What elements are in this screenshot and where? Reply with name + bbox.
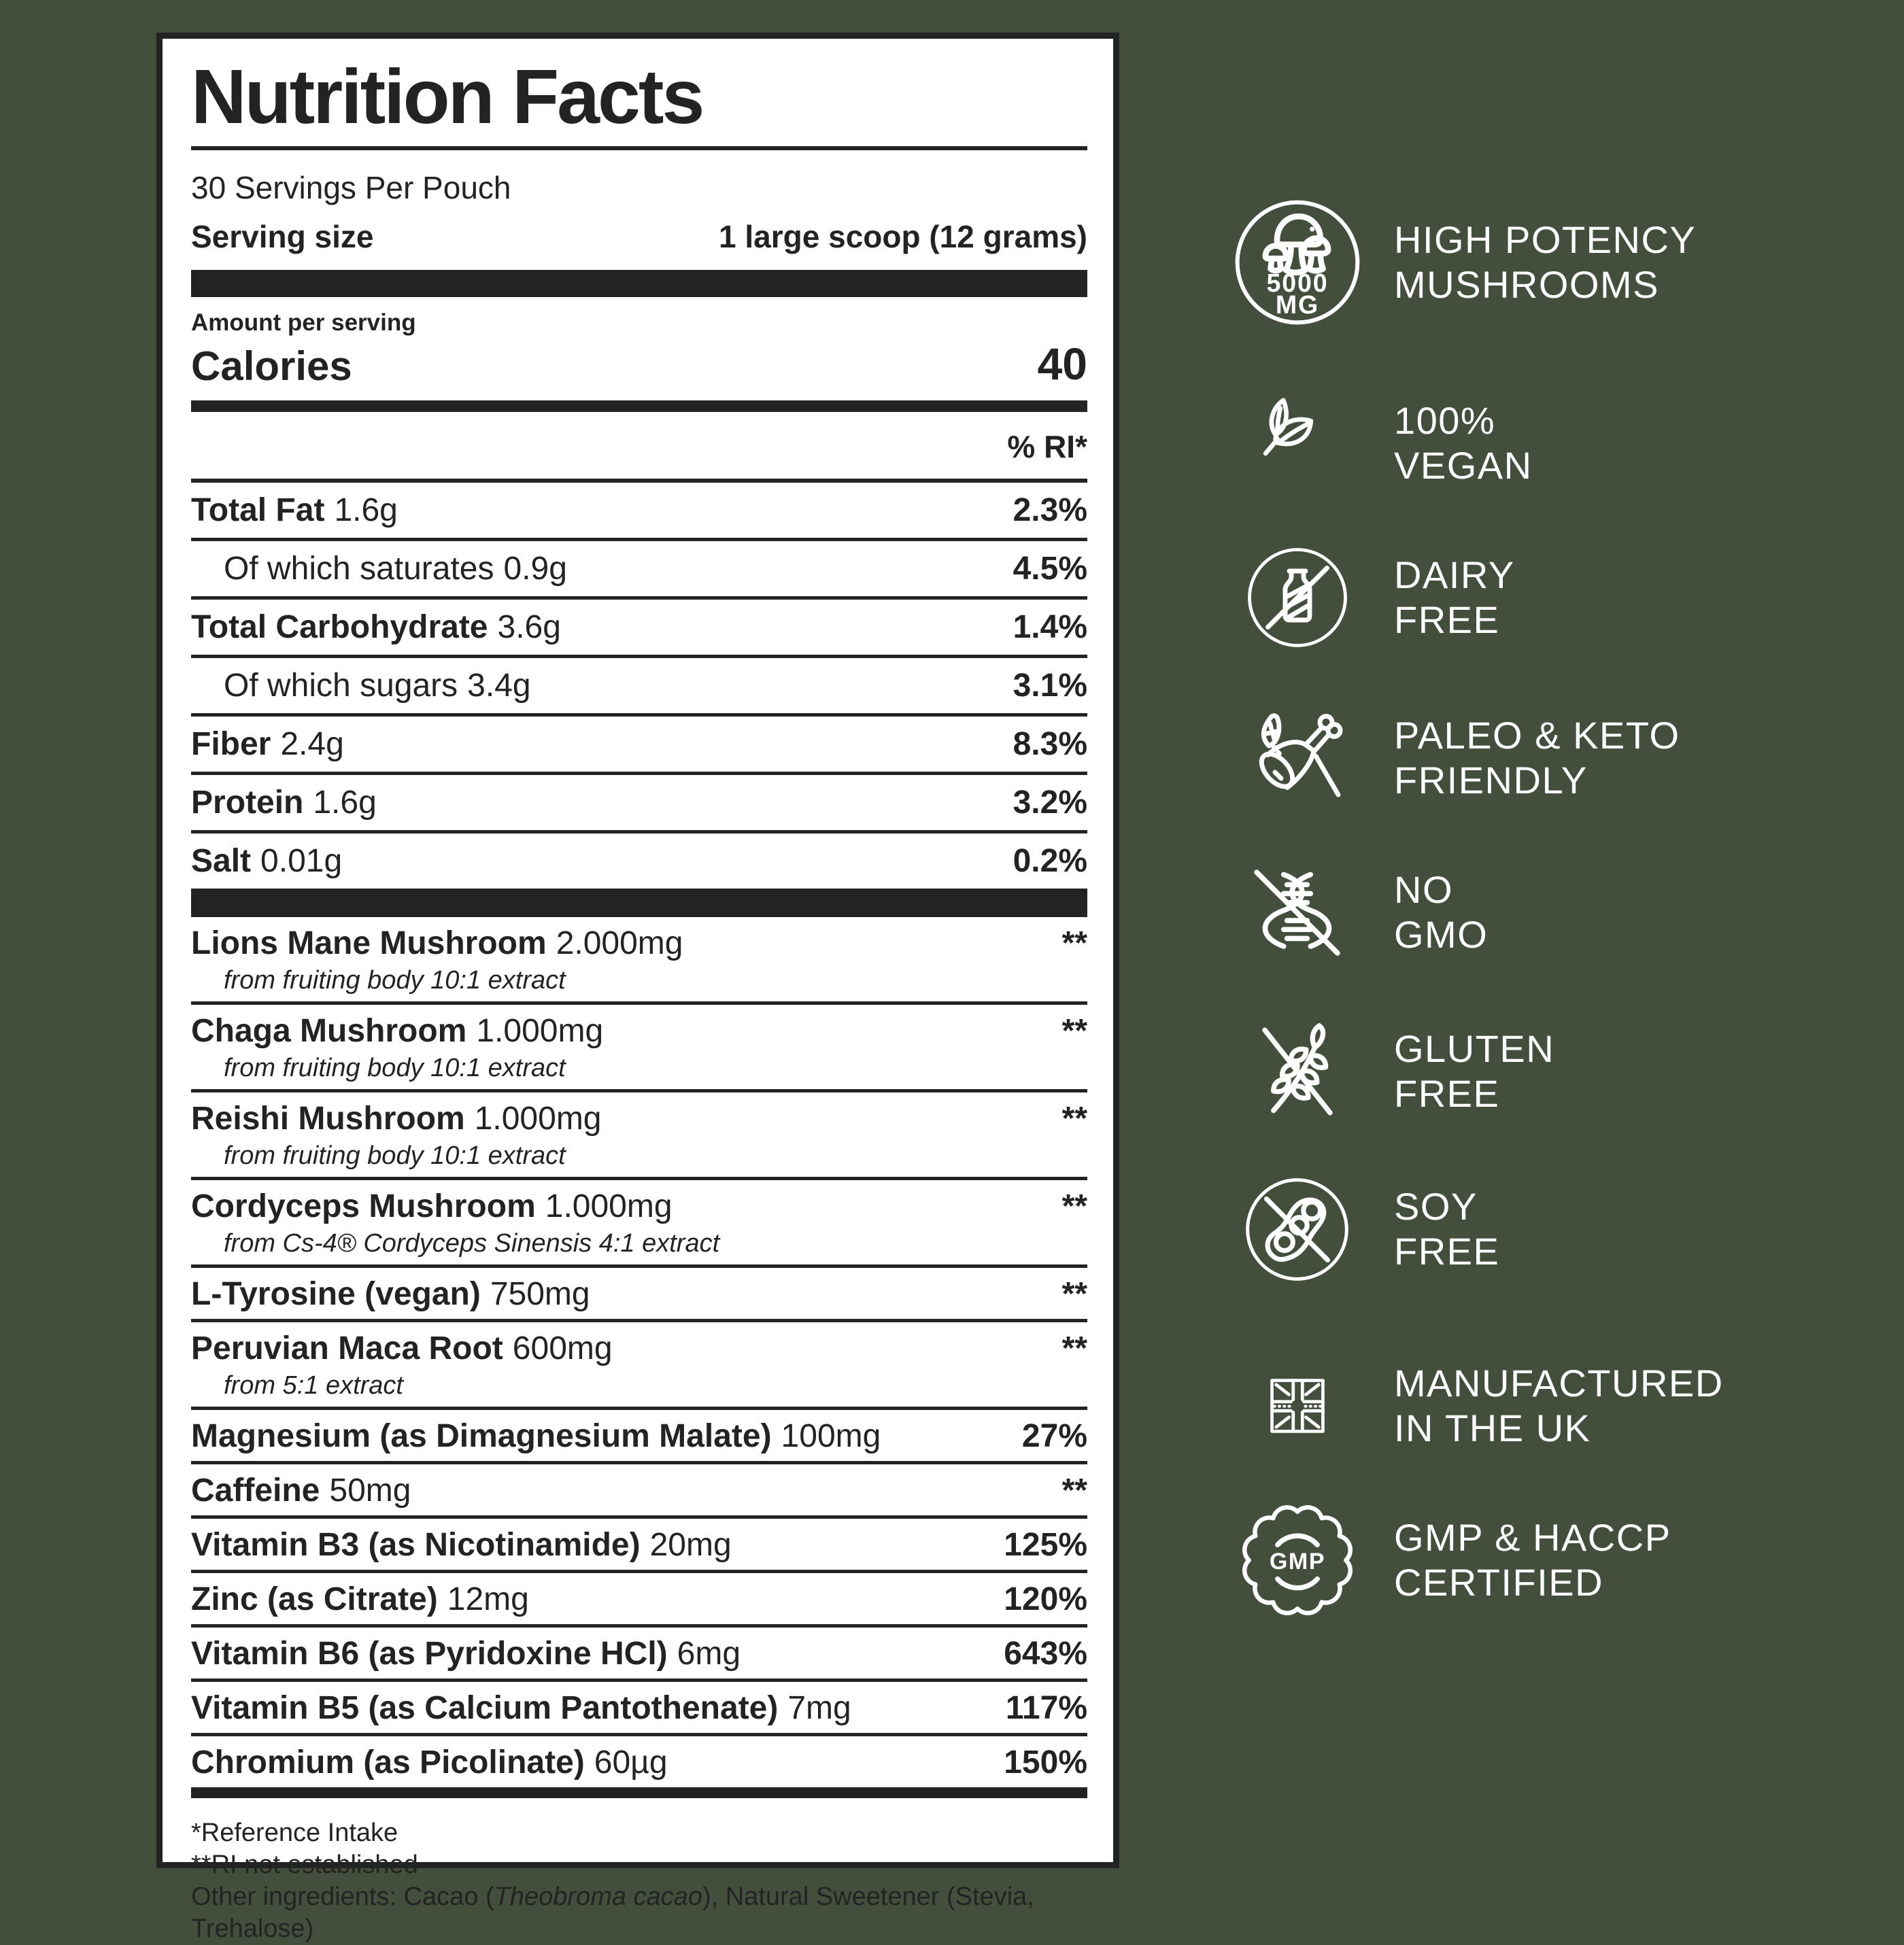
gluten-free-icon [1243,1017,1352,1126]
badge-dairy-free [1224,533,1515,662]
supplement-name: Chromium (as Picolinate) [191,1744,585,1780]
nutrient-amount: 1.6g [334,492,398,528]
badge-icon-slot [1224,1017,1370,1126]
badge-label [1394,867,1488,957]
badge-label-line2: MUSHROOMS [1394,263,1659,306]
nutrient-row [191,538,1087,596]
supplement-amount: 1.000mg [474,1100,602,1137]
badge-icon-slot [1224,707,1370,809]
badge-label [1394,1361,1724,1451]
footnote-ri-not-established: **RI not established [191,1850,418,1879]
supplement-name-amount [191,1744,668,1781]
supplement-main [191,1188,1087,1225]
uk-flag-icon [1262,1371,1333,1441]
supplement-ri-value: 125% [1004,1526,1087,1563]
supplement-name-amount [191,1581,529,1618]
nutrient-row [191,655,1087,713]
supplement-name: Reishi Mushroom [191,1100,465,1137]
amount-per-serving: Amount per serving [191,309,416,336]
supplement-main [191,1330,1087,1367]
supplement-name: Caffeine [191,1472,320,1509]
nutrient-name-amount [191,784,377,821]
supplement-name-amount [191,1188,673,1225]
separator-bar-thick [191,889,1087,917]
supplement-extract-note: from fruiting body 10:1 extract [224,1141,566,1170]
nutrient-name-amount [191,492,398,529]
serving-size-row [191,218,1087,255]
supplement-row [191,1264,1087,1319]
supplement-main [191,1012,1087,1050]
nutrient-name-amount [191,725,344,763]
nutrition-facts-title: Nutrition Facts [191,54,703,139]
badge-vegan-leaf [1224,379,1533,508]
svg-text:MG: MG [1275,290,1319,320]
badge-label-line2: FREE [1394,1072,1500,1115]
calories-row [191,338,1087,390]
title-rule [191,146,1087,150]
nutrient-name: Total Fat [191,492,325,528]
supplement-ri-value: 27% [1021,1417,1087,1454]
supplement-amount: 2.000mg [556,925,683,961]
supplement-row [191,1319,1087,1407]
supplement-row [191,1407,1087,1461]
supplement-name: Chaga Mushroom [191,1012,467,1049]
badge-gluten-free [1224,1007,1554,1136]
badge-label-line2: FREE [1394,598,1500,641]
supplement-ri-value: ** [1061,1275,1087,1312]
nutrient-row [191,830,1087,889]
badge-label-line1: MANUFACTURED [1394,1362,1724,1405]
badge-mushrooms-5000mg [1224,198,1696,327]
badge-soy-free [1224,1165,1499,1294]
supplement-ri-value: 150% [1004,1744,1087,1780]
calories-value: 40 [1037,338,1087,389]
supplement-amount: 750mg [490,1275,590,1312]
badge-label-line2: GMO [1394,913,1489,956]
supplement-row [191,1624,1087,1679]
nutrient-ri-value: 8.3% [1013,725,1087,762]
supplement-name-amount [191,1100,602,1137]
supplement-ri-value: ** [1061,1188,1087,1224]
nutrient-amount: 3.4g [467,667,531,704]
badge-icon-slot [1224,857,1370,969]
supplement-name: Zinc (as Citrate) [191,1581,438,1617]
badge-label-line2: FREE [1394,1230,1500,1273]
nutrient-name-amount [191,842,342,880]
supplement-name: Lions Mane Mushroom [191,925,547,961]
nutrient-row [191,713,1087,772]
supplement-name-amount [191,1526,732,1564]
nutrient-name-amount [191,667,531,704]
supplement-name: Vitamin B6 (as Pyridoxine HCl) [191,1635,668,1672]
badge-label-line1: PALEO & KETO [1394,714,1680,757]
supplement-amount: 20mg [649,1526,732,1563]
supplement-main [191,1275,1087,1313]
supplement-main [191,1472,1087,1509]
supplement-main [191,1100,1087,1137]
badge-label [1394,398,1533,488]
nutrient-amount: 0.01g [260,842,343,879]
badge-label-line1: 100% [1394,399,1496,442]
paleo-keto-icon [1246,707,1348,809]
footnote-other-ingredients [191,1881,1087,1945]
other-ingredients-suffix: ), Natural Sweetener (Stevia, Trehalose) [191,1882,1034,1943]
no-gmo-icon [1241,857,1353,969]
supplement-extract-note: from 5:1 extract [224,1371,403,1400]
calories-label: Calories [191,343,352,389]
supplement-name: Cordyceps Mushroom [191,1188,536,1224]
nutrient-ri-value: 4.5% [1013,550,1087,587]
supplement-ri-value: 643% [1004,1635,1087,1672]
supplement-name-amount [191,1012,603,1050]
serving-size-label: Serving size [191,218,374,254]
supplement-row [191,1733,1087,1787]
badge-icon-slot [1224,394,1370,493]
supplement-amount: 100mg [781,1417,881,1454]
badge-paleo-keto [1224,693,1680,823]
supplement-main [191,1417,1087,1455]
nutrient-name: Fiber [191,725,271,762]
supplement-ri-value: ** [1061,1330,1087,1366]
badge-label-line1: HIGH POTENCY [1394,218,1697,261]
nutrient-ri-value: 2.3% [1013,492,1087,528]
supplement-name: Vitamin B3 (as Nicotinamide) [191,1526,641,1563]
dairy-free-icon [1246,547,1348,649]
supplement-main [191,1635,1087,1672]
supplement-row [191,1570,1087,1624]
badge-label-line1: GLUTEN [1394,1027,1555,1070]
footnotes [191,1817,1087,1945]
nutrient-ri-value: 3.1% [1013,667,1087,704]
reference-intake-header: % RI* [1007,428,1087,464]
other-ingredients-species: Theobroma cacao [494,1882,702,1911]
supplement-ri-value: 120% [1004,1581,1087,1617]
servings-per-pouch: 30 Servings Per Pouch [191,169,511,205]
badge-label-line1: GMP & HACCP [1394,1516,1671,1559]
supplement-name: L-Tyrosine (vegan) [191,1275,481,1312]
footnote-reference-intake: *Reference Intake [191,1818,398,1847]
soy-free-icon [1244,1177,1350,1282]
nutrient-ri-value: 3.2% [1013,784,1087,821]
supplement-amount: 1.000mg [476,1012,604,1049]
nutrient-name-amount [191,608,561,646]
supplement-name: Magnesium (as Dimagnesium Malate) [191,1417,772,1454]
badge-uk-flag [1224,1341,1724,1470]
supplement-name: Vitamin B5 (as Calcium Pantothenate) [191,1689,779,1726]
badge-label [1394,553,1515,642]
nutrient-row [191,772,1087,830]
supplement-row [191,917,1087,1001]
supplement-amount: 60µg [594,1744,668,1780]
supplement-row [191,1461,1087,1515]
badge-gmp-badge [1224,1496,1671,1625]
nutrient-row [191,596,1087,655]
high-potency-mushrooms-icon [1234,199,1361,326]
nutrient-amount: 2.4g [280,725,344,762]
supplement-main [191,1581,1087,1618]
supplement-ri-value: ** [1061,925,1087,961]
badge-icon-slot [1224,1371,1370,1441]
nutrient-amount: 0.9g [503,550,567,587]
supplement-ri-value: ** [1061,1472,1087,1509]
supplement-name-amount [191,1635,741,1672]
badge-label-line2: CERTIFIED [1394,1561,1604,1604]
nutrient-name: Of which saturates [224,550,494,587]
supplement-amount: 7mg [787,1689,851,1726]
nutrient-amount: 3.6g [497,608,561,645]
nutrient-name-amount [191,550,567,587]
nutrient-amount: 1.6g [313,784,377,821]
badge-label [1394,1184,1499,1274]
svg-text:5000: 5000 [1265,269,1329,298]
supplement-extract-note: from fruiting body 10:1 extract [224,1053,566,1082]
supplement-name-amount [191,1275,590,1313]
supplement-ri-value: ** [1061,1100,1087,1137]
supplement-amount: 1.000mg [545,1188,673,1224]
gmp-badge-icon [1242,1505,1353,1615]
nutrient-table [191,483,1087,889]
badge-no-gmo [1224,848,1488,977]
supplement-row [191,1679,1087,1733]
other-ingredients-prefix: Other ingredients: Cacao ( [191,1882,494,1911]
badge-icon-slot [1224,1177,1370,1282]
badge-label-line2: FRIENDLY [1394,759,1588,802]
badge-icon-slot [1224,1505,1370,1615]
supplement-extract-note: from Cs-4® Cordyceps Sinensis 4:1 extract [224,1228,720,1258]
badge-label-line1: SOY [1394,1185,1478,1228]
nutrient-name: Of which sugars [224,667,458,704]
separator-bar-medium [191,1787,1087,1798]
supplement-name-amount [191,1472,411,1509]
badge-icon-slot [1224,199,1370,326]
badge-label [1394,713,1680,803]
supplement-table [191,917,1087,1787]
supplement-main [191,1526,1087,1564]
supplement-main [191,1689,1087,1727]
vegan-leaf-icon [1248,394,1346,493]
badge-label-line1: DAIRY [1394,553,1515,596]
nutrient-name: Protein [191,784,304,821]
badge-label-line1: NO [1394,868,1453,911]
supplement-extract-note: from fruiting body 10:1 extract [224,965,566,995]
supplement-name: Peruvian Maca Root [191,1330,503,1366]
supplement-amount: 12mg [447,1581,529,1617]
supplement-ri-value: 117% [1005,1689,1087,1726]
badge-label [1394,1027,1554,1116]
supplement-ri-value: ** [1061,1012,1087,1049]
supplement-main [191,1744,1087,1781]
nutrition-facts-label [156,33,1119,1943]
supplement-row [191,1089,1087,1177]
svg-text:GMP: GMP [1269,1548,1325,1574]
badge-label [1394,218,1696,307]
badge-label [1394,1515,1671,1605]
nutrient-name: Total Carbohydrate [191,608,488,645]
separator-bar-thick [191,270,1087,297]
supplement-name-amount [191,1417,881,1455]
nutrient-name: Salt [191,842,252,879]
supplement-amount: 50mg [329,1472,411,1509]
supplement-main [191,925,1087,962]
supplement-amount: 600mg [512,1330,613,1366]
separator-bar-medium [191,400,1087,412]
badge-label-line2: VEGAN [1394,444,1533,487]
supplement-amount: 6mg [677,1635,741,1672]
supplement-row [191,1001,1087,1089]
supplement-name-amount [191,1689,851,1727]
nutrient-row [191,483,1087,538]
supplement-name-amount [191,925,683,962]
badge-label-line2: IN THE UK [1394,1407,1591,1449]
badge-icon-slot [1224,547,1370,649]
nutrient-ri-value: 1.4% [1013,608,1087,645]
supplement-name-amount [191,1330,613,1367]
nutrient-ri-value: 0.2% [1013,842,1087,879]
supplement-row [191,1177,1087,1264]
serving-size-value: 1 large scoop (12 grams) [719,218,1087,254]
supplement-row [191,1515,1087,1570]
